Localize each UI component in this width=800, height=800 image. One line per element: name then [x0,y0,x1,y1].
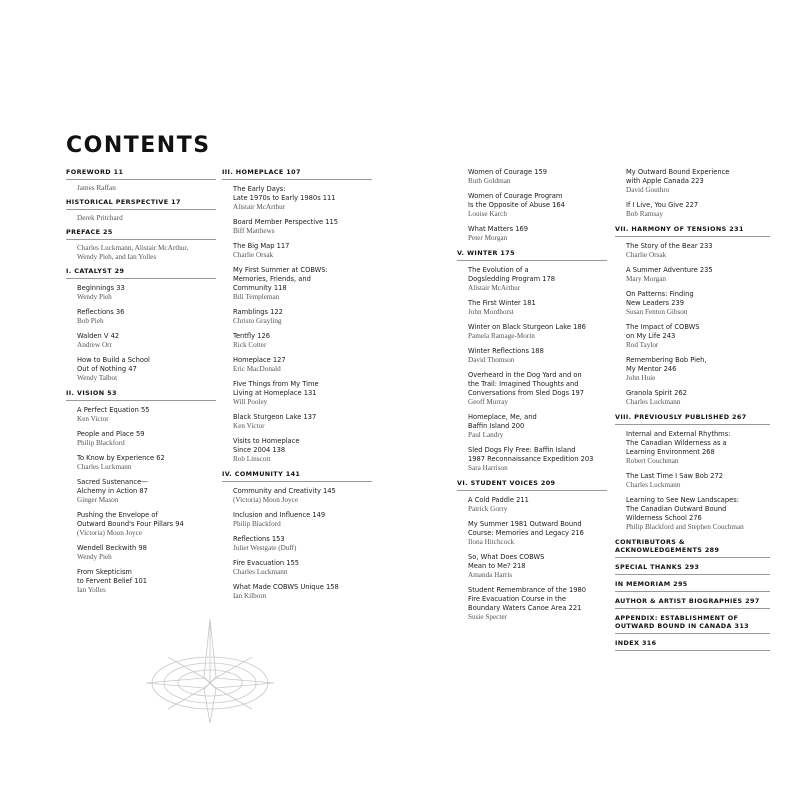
entry-title: My Summer 1981 Outward Bound Course: Memories and Legacy 216 [468,520,584,537]
entry-title: Sled Dogs Fly Free: Baffin Island 1987 Reconnaissance Expedition 203 [468,446,594,463]
entry-author: Juliet Westgate (Duff) [233,544,297,552]
entry-author: (Victoria) Moon Joyce [77,529,143,537]
entry-author: Pamela Ramage-Morin [468,332,535,340]
entry-title: The First Winter 181 [468,299,536,307]
entry-title: Five Things from My Time Living at Homeplace 131 [233,380,319,397]
entry-author: Will Pooley [233,398,268,406]
toc-entry [615,356,770,383]
toc-entry [222,437,372,464]
toc-section [66,389,216,401]
entry-title: Visits to Homeplace Since 2004 138 [233,437,300,454]
section-divider [66,209,216,210]
toc-entry [457,266,607,293]
toc-entry [222,242,372,260]
entry-author: Charlie Orsak [626,251,667,259]
entry-author: David Gouthro [626,186,670,194]
entry-author: Rod Taylor [626,341,659,349]
toc-entry [66,284,216,302]
toc-entry [66,478,216,505]
entry-author: Wendy Talbot [77,374,118,382]
section-heading: V. WINTER 175 [457,249,515,257]
entry-author: Paul Landry [468,431,504,439]
entry-title: My Outward Bound Experience with Apple Canada 223 [626,168,730,185]
toc-section [615,639,770,651]
section-heading: I. CATALYST 29 [66,267,125,275]
toc-entry [457,168,607,186]
entry-title: The Evolution of a Dogsledding Program 178 [468,266,556,283]
entry-title: Inclusion and Influence 149 [233,511,326,519]
toc-entry [66,332,216,350]
entry-author: Philip Blackford [233,520,281,528]
entry-title: Ramblings 122 [233,308,283,316]
entry-title: Fire Evacuation 155 [233,559,300,567]
entry-title: Internal and External Rhythms: The Canadian Wilderness as a Learning Environment 268 [626,430,731,456]
entry-author: Wendy Pieh [77,293,112,301]
entry-title: Black Sturgeon Lake 137 [233,413,317,421]
entry-title: Reflections 36 [77,308,125,316]
entry-author: Bob Ramsay [626,210,663,218]
entry-author: Alistair McArthur [233,203,286,211]
entry-title: From Skepticism to Fervent Belief 101 [77,568,148,585]
toc-entry [615,323,770,350]
entry-author: Patrick Gorry [468,505,508,513]
entry-author: Bill Templeman [233,293,280,301]
entry-title: Homeplace, Me, and Baffin Island 200 [468,413,537,430]
entry-author: Robert Couchman [626,457,679,465]
entry-title: Tentfly 126 [233,332,270,340]
toc-column-4 [615,168,770,656]
section-heading: HISTORICAL PERSPECTIVE 17 [66,198,181,206]
toc-entry [615,496,770,532]
section-author: Derek Pritchard [77,214,123,222]
toc-entry [457,446,607,473]
entry-author: Ian Yolles [77,586,106,594]
toc-entry [457,225,607,243]
toc-section [457,479,607,491]
toc-section [615,563,770,575]
toc-entry [222,380,372,407]
entry-title: Women of Courage 159 [468,168,547,176]
entry-author: Charles Luckmann [77,463,132,471]
toc-section [66,168,216,193]
entry-title: On Patterns: Finding New Leaders 239 [626,290,694,307]
toc-entry [615,290,770,317]
toc-entry [457,371,607,407]
entry-title: How to Build a School Out of Nothing 47 [77,356,150,373]
toc-entry [457,299,607,317]
toc-section [615,580,770,592]
entry-title: To Know by Experience 62 [77,454,165,462]
toc-section [457,249,607,261]
toc-entry [222,332,372,350]
section-heading: VI. STUDENT VOICES 209 [457,479,556,487]
toc-entry [615,389,770,407]
toc-entry [457,347,607,365]
toc-entry [66,356,216,383]
entry-author: Mary Morgan [626,275,666,283]
toc-section [66,198,216,223]
toc-entry [615,201,770,219]
entry-author: Ian Kilborn [233,592,267,600]
toc-entry [457,413,607,440]
toc-entry [222,185,372,212]
section-heading: VII. HARMONY OF TENSIONS 231 [615,225,744,233]
entry-title: My First Summer at COBWS: Memories, Friends, and Community 118 [233,266,328,292]
toc-section [222,470,372,482]
toc-entry [457,520,607,547]
section-author: Charles Luckmann, Alistair McArthur, Wendy Pieh, and Ian Yolles [77,244,189,261]
section-divider [615,236,770,237]
entry-author: Amanda Harris [468,571,513,579]
section-divider [66,400,216,401]
compass-rose-icon [140,615,280,725]
entry-author: Christo Grayling [233,317,282,325]
toc-entry [222,511,372,529]
entry-author: Louise Karch [468,210,507,218]
entry-author: Philip Blackford and Stephen Couchman [626,523,744,531]
entry-author: Ken Victor [77,415,109,423]
entry-title: What Matters 169 [468,225,529,233]
section-heading: SPECIAL THANKS 293 [615,563,700,571]
toc-entry [615,168,770,195]
toc-entry [222,356,372,374]
toc-section [615,614,770,634]
section-divider [615,650,770,651]
section-divider [66,179,216,180]
entry-title: Reflections 153 [233,535,285,543]
toc-entry [222,413,372,431]
entry-title: Beginnings 33 [77,284,125,292]
toc-section [66,228,216,262]
entry-author: Susan Fenton Gibson [626,308,688,316]
entry-title: Winter Reflections 188 [468,347,544,355]
entry-author: Charlie Orsak [233,251,274,259]
entry-author: Ilona Hitchcock [468,538,515,546]
entry-author: John Mordhorst [468,308,514,316]
section-divider [615,574,770,575]
toc-entry [615,266,770,284]
section-divider [615,557,770,558]
section-heading: INDEX 316 [615,639,657,647]
toc-entry [66,430,216,448]
section-heading: VIII. PREVIOUSLY PUBLISHED 267 [615,413,747,421]
section-heading: APPENDIX: ESTABLISHMENT OF OUTWARD BOUND IN CANADA 313 [615,614,750,630]
section-divider [615,608,770,609]
entry-title: Pushing the Envelope of Outward Bound's Four Pillars 94 [77,511,184,528]
entry-title: Student Remembrance of the 1980 Fire Evacuation Course in the Boundary Waters Canoe Area 221 [468,586,586,612]
entry-title: Board Member Perspective 115 [233,218,339,226]
toc-section [615,538,770,558]
entry-title: Sacred Sustenance— Alchemy in Action 87 [77,478,148,495]
entry-author: Bob Pieh [77,317,104,325]
entry-title: What Made COBWS Unique 158 [233,583,339,591]
entry-author: Charles Luckmann [626,481,681,489]
entry-title: Winter on Black Sturgeon Lake 186 [468,323,586,331]
entry-author: Andrew Orr [77,341,112,349]
entry-title: Wendell Beckwith 98 [77,544,147,552]
entry-title: Homeplace 127 [233,356,286,364]
entry-author: Philip Blackford [77,439,125,447]
entry-title: Women of Courage Program Is the Opposite of Abuse 164 [468,192,565,209]
entry-title: The Impact of COBWS on My Life 243 [626,323,700,340]
toc-entry [66,406,216,424]
toc-entry [66,308,216,326]
section-divider [457,260,607,261]
toc-entry [66,568,216,595]
entry-author: Alistair McArthur [468,284,521,292]
section-divider [66,239,216,240]
section-divider [615,424,770,425]
entry-title: If I Live, You Give 227 [626,201,699,209]
section-heading: CONTRIBUTORS & ACKNOWLEDGEMENTS 289 [615,538,720,554]
toc-entry [66,511,216,538]
toc-entry [222,218,372,236]
section-heading: II. VISION 53 [66,389,117,397]
entry-title: A Perfect Equation 55 [77,406,150,414]
toc-column-1 [66,168,216,601]
toc-entry [457,192,607,219]
entry-author: (Victoria) Moon Joyce [233,496,299,504]
section-divider [615,633,770,634]
toc-entry [222,559,372,577]
entry-author: Ruth Goldman [468,177,511,185]
toc-section [222,168,372,180]
section-divider [222,481,372,482]
entry-title: Granola Spirit 262 [626,389,687,397]
section-divider [66,278,216,279]
section-divider [222,179,372,180]
entry-author: Eric MacDonald [233,365,281,373]
toc-entry [222,535,372,553]
toc-entry [457,553,607,580]
entry-author: David Thomson [468,356,515,364]
section-author: James Raffan [77,184,116,192]
entry-title: A Cold Paddle 211 [468,496,529,504]
entry-title: The Last Time I Saw Bob 272 [626,472,723,480]
toc-entry [457,323,607,341]
entry-title: The Story of the Bear 233 [626,242,713,250]
entry-title: A Summer Adventure 235 [626,266,713,274]
entry-title: The Big Map 117 [233,242,290,250]
entry-author: Geoff Murray [468,398,508,406]
toc-entry [615,242,770,260]
toc-entry [457,586,607,622]
entry-title: The Early Days: Late 1970s to Early 1980s 111 [233,185,336,202]
entry-author: Rob Linscott [233,455,271,463]
entry-title: So, What Does COBWS Mean to Me? 218 [468,553,545,570]
toc-entry [222,266,372,302]
section-divider [457,490,607,491]
section-heading: IN MEMORIAM 295 [615,580,688,588]
toc-section [615,225,770,237]
entry-title: People and Place 59 [77,430,145,438]
entry-author: Rick Cotter [233,341,267,349]
toc-section [66,267,216,279]
entry-title: Overheard in the Dog Yard and on the Trail: Imagined Thoughts and Conversations from Sled Dogs 197 [468,371,584,397]
section-heading: IV. COMMUNITY 141 [222,470,301,478]
entry-author: Sara Harrison [468,464,508,472]
toc-entry [222,308,372,326]
toc-section [615,413,770,425]
section-heading: PREFACE 25 [66,228,113,236]
page-title: CONTENTS [66,133,211,158]
section-divider [615,591,770,592]
entry-author: Ken Victor [233,422,265,430]
entry-author: Susie Specter [468,613,507,621]
toc-entry [615,472,770,490]
entry-author: Wendy Pieh [77,553,112,561]
entry-author: Charles Luckmann [626,398,681,406]
entry-title: Learning to See New Landscapes: The Canadian Outward Bound Wilderness School 276 [626,496,739,522]
toc-column-2 [222,168,372,607]
toc-entry [222,583,372,601]
toc-entry [457,496,607,514]
entry-title: Remembering Bob Pieh, My Mentor 246 [626,356,707,373]
entry-author: Charles Luckmann [233,568,288,576]
entry-author: Biff Matthews [233,227,275,235]
section-heading: AUTHOR & ARTIST BIOGRAPHIES 297 [615,597,760,605]
toc-entry [222,487,372,505]
entry-author: Peter Morgan [468,234,508,242]
section-heading: III. HOMEPLACE 107 [222,168,301,176]
entry-author: John Huie [626,374,656,382]
entry-title: Walden V 42 [77,332,120,340]
toc-section [615,597,770,609]
toc-entry [615,430,770,466]
entry-author: Ginger Mason [77,496,119,504]
toc-entry [66,544,216,562]
toc-entry [66,454,216,472]
entry-title: Community and Creativity 145 [233,487,336,495]
toc-column-3 [457,168,607,628]
section-heading: FOREWORD 11 [66,168,124,176]
